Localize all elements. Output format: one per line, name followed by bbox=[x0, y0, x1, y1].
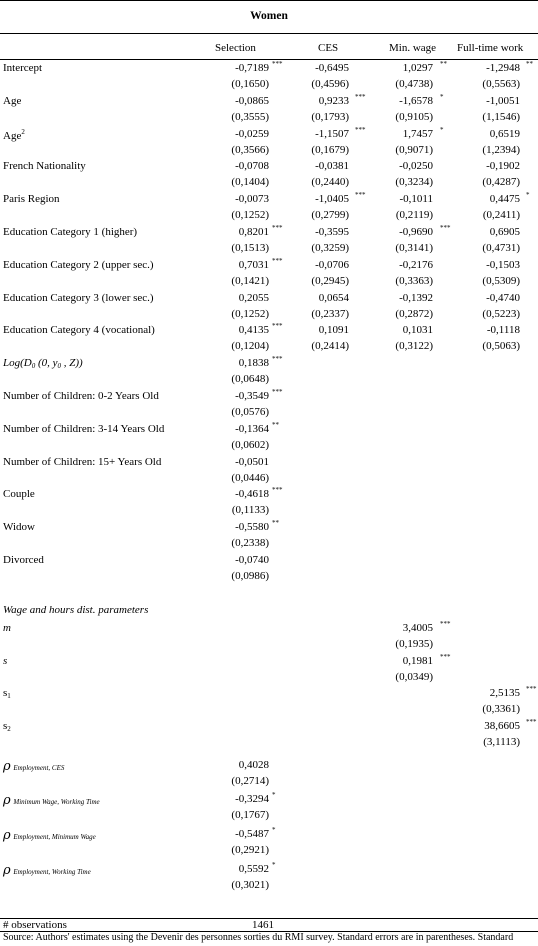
label-text: Age bbox=[3, 129, 22, 142]
table-title: Women bbox=[250, 10, 288, 22]
standard-error: (0,1650) bbox=[231, 78, 269, 90]
col-ces: CES bbox=[318, 42, 339, 54]
params-se-row bbox=[0, 775, 538, 791]
params-label bbox=[3, 622, 11, 634]
rho-symbol: ρ bbox=[3, 863, 11, 878]
subscript: 2 bbox=[7, 725, 11, 733]
rows-se-row bbox=[0, 570, 538, 586]
significance-stars: *** bbox=[355, 125, 366, 134]
standard-error: (0,2945) bbox=[311, 274, 349, 287]
rho-subscript: Employment, Minimum Wage bbox=[13, 833, 96, 841]
standard-error: (0,3566) bbox=[231, 143, 269, 156]
rows-se-row bbox=[0, 111, 538, 127]
significance-stars: *** bbox=[272, 388, 283, 396]
significance-stars: *** bbox=[440, 224, 451, 232]
params-label bbox=[3, 863, 91, 878]
significance-stars: *** bbox=[272, 322, 283, 331]
standard-error: (0,1513) bbox=[231, 242, 269, 254]
params-se-row bbox=[0, 671, 538, 687]
significance-stars: *** bbox=[526, 718, 537, 726]
coef-value: -1,0405 bbox=[315, 193, 349, 206]
standard-error: (0,3122) bbox=[395, 340, 433, 353]
standard-error: (0,4738) bbox=[395, 78, 433, 90]
significance-stars: ** bbox=[272, 420, 279, 429]
coef-value: -0,0706 bbox=[315, 258, 349, 271]
rows-se-row bbox=[0, 537, 538, 553]
params-row bbox=[0, 863, 538, 879]
rows-se-row bbox=[0, 439, 538, 455]
rows-label bbox=[3, 390, 159, 402]
standard-error: (0,4596) bbox=[311, 78, 349, 90]
section-title: Wage and hours dist. parameters bbox=[3, 604, 149, 616]
coef-value: 2,5135 bbox=[489, 687, 520, 699]
label-text: Education Category 3 (lower sec.) bbox=[3, 291, 154, 304]
col-full-time: Full-time work bbox=[457, 42, 524, 54]
subscript: 0 bbox=[57, 362, 62, 371]
standard-error: (0,0349) bbox=[395, 671, 433, 683]
significance-stars: ** bbox=[526, 60, 533, 68]
standard-error: (0,1679) bbox=[311, 143, 349, 156]
subscript: 0 bbox=[31, 362, 36, 371]
label-text: Log(D bbox=[3, 357, 32, 370]
source-note: Source: Authors' estimates using the Devenir des personnes sorties du RMI survey. Standard errors are in parentheses. Standard bbox=[3, 932, 514, 943]
standard-error: (0,3363) bbox=[395, 274, 433, 287]
significance-stars: *** bbox=[272, 355, 283, 364]
params-se-row bbox=[0, 879, 538, 895]
standard-error: (0,0648) bbox=[231, 373, 269, 386]
standard-error: (0,2921) bbox=[231, 844, 269, 856]
params-se-row bbox=[0, 638, 538, 654]
coef-value: -0,9690 bbox=[399, 226, 433, 238]
rows-se-row bbox=[0, 373, 538, 389]
rho-symbol: ρ bbox=[3, 793, 11, 808]
standard-error: (0,3021) bbox=[231, 879, 269, 891]
significance-stars: * bbox=[526, 191, 530, 200]
rows-row bbox=[0, 292, 538, 308]
standard-error: (0,1935) bbox=[395, 638, 433, 650]
params-label bbox=[3, 720, 11, 733]
rows-se-row bbox=[0, 406, 538, 422]
label-text: Number of Children: 0-2 Years Old bbox=[3, 390, 159, 402]
params-se-row bbox=[0, 844, 538, 860]
rows-label bbox=[3, 95, 21, 107]
rows-row bbox=[0, 488, 538, 504]
significance-stars: * bbox=[440, 125, 444, 134]
significance-stars: *** bbox=[355, 92, 366, 101]
standard-error: (0,1767) bbox=[231, 809, 269, 821]
standard-error: (0,9071) bbox=[395, 143, 433, 156]
significance-stars: * bbox=[272, 861, 276, 869]
rows-se-row bbox=[0, 340, 538, 356]
coef-value: 38,6605 bbox=[484, 720, 520, 732]
significance-stars: * bbox=[440, 92, 444, 101]
standard-error: (0,2872) bbox=[395, 307, 433, 320]
coef-value: 3,4005 bbox=[402, 622, 433, 634]
params-row bbox=[0, 655, 538, 671]
significance-stars: *** bbox=[272, 60, 283, 68]
coef-value: -1,0051 bbox=[486, 94, 520, 107]
significance-stars: * bbox=[272, 826, 276, 834]
coef-value: -0,3595 bbox=[315, 226, 349, 238]
rows-row bbox=[0, 420, 538, 439]
rho-subscript: Employment, CES bbox=[13, 764, 65, 772]
subheader-rule bbox=[0, 59, 538, 60]
coef-value: 0,2055 bbox=[238, 291, 269, 304]
params-row bbox=[0, 622, 538, 638]
rows-se-row bbox=[0, 504, 538, 520]
rows-se-row bbox=[0, 78, 538, 94]
rows-label bbox=[3, 193, 60, 205]
significance-stars: *** bbox=[272, 486, 283, 495]
params-row bbox=[0, 793, 538, 809]
label-text: Number of Children: 3-14 Years Old bbox=[3, 422, 165, 435]
standard-error: (0,5063) bbox=[482, 340, 520, 353]
label-text: Education Category 4 (vocational) bbox=[3, 324, 155, 337]
rows-label bbox=[3, 423, 164, 435]
coef-value: -1,1507 bbox=[315, 127, 349, 140]
standard-error: (1,1546) bbox=[482, 110, 520, 123]
significance-stars: * bbox=[272, 791, 276, 799]
rho-symbol: ρ bbox=[3, 828, 11, 843]
coef-value: 0,6519 bbox=[489, 127, 520, 140]
significance-stars: *** bbox=[440, 653, 451, 661]
standard-error: (0,2411) bbox=[482, 209, 520, 222]
params-se-row bbox=[0, 809, 538, 825]
coef-value: -0,4740 bbox=[486, 291, 520, 304]
standard-error: (0,1252) bbox=[231, 209, 269, 222]
coef-value: -0,1118 bbox=[486, 324, 520, 337]
standard-error: (0,1404) bbox=[231, 176, 269, 189]
significance-stars: *** bbox=[440, 620, 451, 628]
coef-value: 0,1981 bbox=[402, 655, 433, 667]
rows-row bbox=[0, 226, 538, 242]
coef-value: -0,0865 bbox=[235, 94, 269, 107]
rows-label bbox=[3, 160, 86, 172]
standard-error: (0,1793) bbox=[311, 110, 349, 123]
standard-error: (0,0576) bbox=[231, 406, 269, 418]
coef-value: 0,1031 bbox=[402, 324, 433, 337]
standard-error: (0,0446) bbox=[231, 471, 269, 484]
standard-error: (0,5223) bbox=[482, 307, 520, 320]
rows-label bbox=[3, 62, 42, 74]
standard-error: (0,2337) bbox=[311, 307, 349, 320]
standard-error: (0,3141) bbox=[395, 242, 433, 254]
rows-row bbox=[0, 456, 538, 472]
standard-error: (0,2338) bbox=[231, 537, 269, 550]
params-row bbox=[0, 687, 538, 703]
rows-se-row bbox=[0, 176, 538, 192]
label-text: Intercept bbox=[3, 62, 43, 74]
params-label bbox=[3, 793, 100, 808]
standard-error: (0,2714) bbox=[231, 775, 269, 787]
params-se-row bbox=[0, 736, 538, 752]
coef-value: -0,1011 bbox=[399, 193, 433, 206]
coef-value: -0,1902 bbox=[486, 160, 520, 173]
coef-value: -0,3549 bbox=[235, 390, 269, 402]
standard-error: (3,1113) bbox=[483, 736, 520, 748]
observations-label: # observations bbox=[3, 919, 67, 931]
coef-value: -0,0501 bbox=[235, 455, 269, 468]
params-row bbox=[0, 720, 538, 736]
coef-value: -0,2176 bbox=[399, 258, 433, 271]
rho-symbol: ρ bbox=[3, 759, 11, 774]
header-rule bbox=[0, 33, 538, 34]
coef-value: -1,6578 bbox=[399, 94, 433, 107]
standard-error: (0,2440) bbox=[311, 176, 349, 189]
coef-value: -0,1364 bbox=[235, 422, 269, 435]
standard-error: (0,3259) bbox=[311, 242, 349, 254]
rows-se-row bbox=[0, 144, 538, 160]
rows-label bbox=[3, 488, 35, 500]
standard-error: (0,5309) bbox=[482, 274, 520, 287]
coef-value: -0,0708 bbox=[235, 160, 269, 173]
coef-value: 0,5592 bbox=[238, 863, 269, 875]
subscript: 1 bbox=[7, 692, 11, 700]
rows-row bbox=[0, 62, 538, 78]
observations-value: 1461 bbox=[252, 919, 274, 931]
rows-label bbox=[3, 324, 155, 336]
label-text: Number of Children: 15+ Years Old bbox=[3, 455, 162, 468]
significance-stars: *** bbox=[355, 191, 366, 200]
coef-value: 1,0297 bbox=[402, 62, 433, 74]
standard-error: (0,2119) bbox=[395, 209, 433, 222]
superscript: 2 bbox=[21, 127, 25, 136]
standard-error: (0,0986) bbox=[231, 570, 269, 582]
label-text: Divorced bbox=[3, 554, 44, 566]
standard-error: (1,2394) bbox=[482, 143, 520, 156]
significance-stars: ** bbox=[440, 60, 447, 68]
standard-error: (0,3555) bbox=[231, 110, 269, 123]
coef-value: -0,0250 bbox=[399, 160, 433, 173]
significance-stars: *** bbox=[272, 256, 283, 265]
math-part: , Z)) bbox=[61, 357, 83, 370]
rows-row bbox=[0, 554, 538, 570]
rows-row bbox=[0, 390, 538, 406]
rows-se-row bbox=[0, 472, 538, 488]
col-selection: Selection bbox=[215, 42, 256, 54]
coef-value: -0,0073 bbox=[235, 193, 269, 206]
label-text: s bbox=[3, 720, 8, 732]
standard-error: (0,4731) bbox=[482, 242, 520, 254]
rho-subscript: Minimum Wage, Working Time bbox=[13, 798, 100, 806]
coef-value: 0,1838 bbox=[238, 357, 269, 370]
coef-value: -0,5487 bbox=[235, 828, 269, 840]
rows-label bbox=[3, 521, 35, 533]
coef-value: 0,4028 bbox=[238, 759, 269, 771]
standard-error: (0,1204) bbox=[231, 340, 269, 353]
rows-row bbox=[0, 125, 538, 144]
params-row bbox=[0, 759, 538, 775]
standard-error: (0,1133) bbox=[231, 504, 269, 517]
rows-label bbox=[3, 292, 154, 304]
coef-value: 0,8201 bbox=[238, 226, 269, 238]
rows-label bbox=[3, 357, 83, 370]
params-label bbox=[3, 828, 96, 843]
coef-value: 0,4475 bbox=[489, 193, 520, 206]
rows-row bbox=[0, 521, 538, 537]
rows-label bbox=[3, 128, 25, 142]
rows-row bbox=[0, 256, 538, 275]
params-label bbox=[3, 655, 7, 667]
label-text: French Nationality bbox=[3, 160, 86, 173]
label-text: Widow bbox=[3, 521, 35, 534]
significance-stars: ** bbox=[272, 519, 279, 528]
params-row bbox=[0, 828, 538, 844]
coef-value: -0,7189 bbox=[235, 62, 269, 74]
label-text: Education Category 1 (higher) bbox=[3, 226, 138, 238]
coef-value: -0,0381 bbox=[315, 160, 349, 173]
significance-stars: *** bbox=[272, 224, 283, 232]
params-se-row bbox=[0, 703, 538, 719]
rows-label bbox=[3, 226, 137, 238]
coef-value: -0,3294 bbox=[235, 793, 269, 805]
standard-error: (0,1252) bbox=[231, 307, 269, 320]
label-text: Education Category 2 (upper sec.) bbox=[3, 258, 154, 271]
rows-row bbox=[0, 160, 538, 176]
standard-error: (0,2414) bbox=[311, 340, 349, 353]
rows-se-row bbox=[0, 275, 538, 291]
standard-error: (0,1421) bbox=[231, 274, 269, 287]
coef-value: 0,9233 bbox=[318, 94, 349, 107]
coef-value: 1,7457 bbox=[402, 127, 433, 140]
coef-value: 0,6905 bbox=[489, 226, 520, 238]
standard-error: (0,3234) bbox=[395, 176, 433, 189]
significance-stars: *** bbox=[526, 685, 537, 693]
rows-row bbox=[0, 324, 538, 340]
standard-error: (0,5563) bbox=[482, 78, 520, 90]
rows-se-row bbox=[0, 308, 538, 324]
coef-value: -0,1392 bbox=[399, 291, 433, 304]
coef-value: -0,1503 bbox=[486, 258, 520, 271]
standard-error: (0,2799) bbox=[311, 209, 349, 222]
rows-row bbox=[0, 357, 538, 373]
standard-error: (0,0602) bbox=[231, 438, 269, 451]
standard-error: (0,4287) bbox=[482, 176, 520, 189]
coef-value: -0,6495 bbox=[315, 62, 349, 74]
label-text: s bbox=[3, 687, 8, 699]
coef-value: -0,4618 bbox=[235, 488, 269, 501]
coef-value: -0,0259 bbox=[235, 127, 269, 140]
params-label bbox=[3, 687, 11, 700]
col-min-wage: Min. wage bbox=[389, 42, 437, 54]
rows-row bbox=[0, 193, 538, 209]
params-label bbox=[3, 759, 64, 774]
top-rule bbox=[0, 0, 538, 1]
coef-value: -1,2948 bbox=[486, 62, 520, 74]
rows-se-row bbox=[0, 209, 538, 225]
rows-label bbox=[3, 259, 154, 271]
coef-value: 0,4135 bbox=[238, 324, 269, 337]
math-part: (0, y bbox=[35, 357, 58, 370]
rows-row bbox=[0, 92, 538, 111]
coef-value: 0,0654 bbox=[318, 291, 349, 304]
label-text: Paris Region bbox=[3, 193, 60, 206]
label-text: m bbox=[3, 622, 11, 634]
rows-se-row bbox=[0, 242, 538, 258]
label-text: Age bbox=[3, 94, 22, 107]
standard-error: (0,9105) bbox=[395, 110, 433, 123]
rho-subscript: Employment, Working Time bbox=[13, 868, 91, 876]
coef-value: -0,0740 bbox=[235, 554, 269, 566]
coef-value: -0,5580 bbox=[235, 521, 269, 534]
coef-value: 0,1091 bbox=[318, 324, 349, 337]
rows-label bbox=[3, 554, 44, 566]
coef-value: 0,7031 bbox=[238, 258, 269, 271]
rows-label bbox=[3, 456, 161, 468]
label-text: Couple bbox=[3, 488, 35, 501]
standard-error: (0,3361) bbox=[482, 703, 520, 715]
label-text: s bbox=[3, 655, 8, 667]
